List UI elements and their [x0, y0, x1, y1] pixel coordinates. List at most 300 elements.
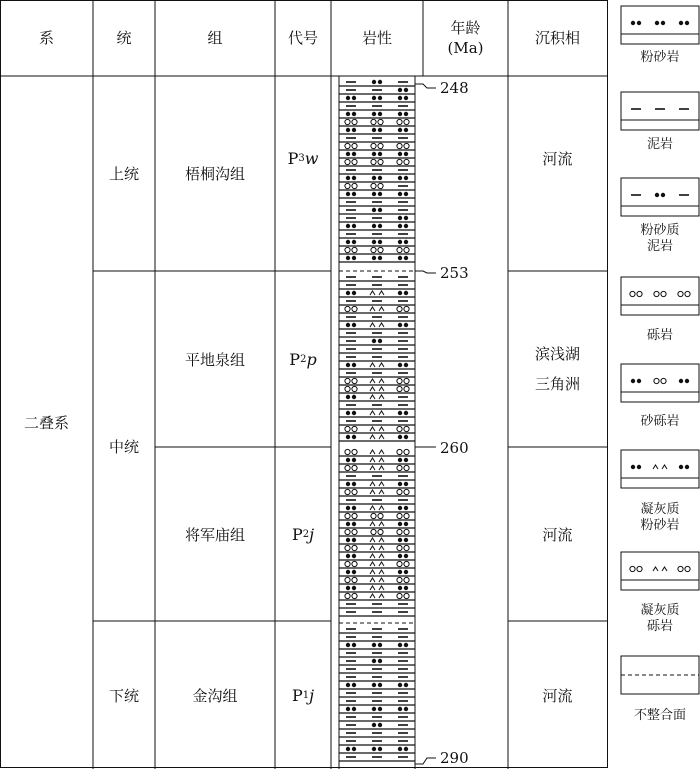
lithology-layer: [339, 677, 415, 681]
sand-dot-mark: [398, 128, 402, 132]
lithology-layer: [339, 405, 415, 409]
sand-dot-mark: [352, 363, 356, 367]
tuff-caret-mark: [653, 567, 667, 571]
series-middle: 中统: [108, 437, 139, 456]
tuff-caret-mark: [370, 482, 384, 486]
tuff-caret-mark: [370, 379, 384, 383]
sand-dot-mark: [679, 21, 683, 25]
sand-dot-mark: [372, 192, 376, 196]
lithology-layer: [339, 554, 415, 560]
sand-dot-mark: [398, 96, 402, 100]
lithology-layer: [339, 482, 415, 488]
sand-dot-mark: [398, 291, 402, 295]
sand-dot-mark: [378, 659, 382, 663]
sand-dot-mark: [346, 363, 350, 367]
sand-dot-mark: [346, 323, 350, 327]
legend-symbol-unconformity: [621, 656, 699, 694]
tuff-caret-mark: [370, 554, 384, 558]
sand-dot-mark: [378, 643, 382, 647]
tuff-caret-mark: [370, 522, 384, 526]
lithology-layer: [339, 256, 415, 262]
sand-dot-mark: [404, 747, 408, 751]
sand-dot-mark: [372, 256, 376, 260]
sand-dot-mark: [661, 21, 665, 25]
sand-dot-mark: [631, 21, 635, 25]
tuff-caret-mark: [370, 578, 384, 582]
sand-dot-mark: [398, 643, 402, 647]
lithology-layer: [339, 693, 415, 697]
gravel-ring-mark: [654, 291, 659, 296]
sand-dot-mark: [352, 323, 356, 327]
gravel-ring-mark: [345, 449, 350, 454]
gravel-ring-mark: [352, 119, 357, 124]
gravel-ring-mark: [352, 159, 357, 164]
sand-dot-mark: [352, 411, 356, 415]
sand-dot-mark: [679, 379, 683, 383]
lithology-layer: [339, 500, 415, 504]
sand-dot-mark: [404, 482, 408, 486]
gravel-ring-mark: [352, 465, 357, 470]
sand-dot-mark: [378, 224, 382, 228]
lithology-layer: [339, 240, 415, 246]
sand-dot-mark: [404, 554, 408, 558]
lithology-layer: [339, 234, 415, 238]
sand-dot-mark: [404, 112, 408, 116]
sand-dot-mark: [398, 112, 402, 116]
lithology-layer: [339, 88, 415, 94]
gravel-ring-mark: [397, 545, 402, 550]
gravel-ring-mark: [630, 566, 635, 571]
sand-dot-mark: [378, 683, 382, 687]
age-label-290: 290: [440, 749, 469, 767]
lithology-layer: [339, 183, 415, 190]
code-p3w: [275, 76, 331, 241]
sand-dot-mark: [398, 152, 402, 156]
gravel-ring-mark: [630, 291, 635, 296]
sand-dot-mark: [352, 458, 356, 462]
sand-dot-mark: [346, 586, 350, 590]
code-sub: 3: [298, 153, 305, 164]
gravel-ring-mark: [654, 378, 659, 383]
sand-dot-mark: [685, 21, 689, 25]
system-name: 二叠系: [23, 414, 69, 432]
sand-dot-mark: [685, 465, 689, 469]
sand-dot-mark: [346, 482, 350, 486]
gravel-ring-mark: [371, 143, 376, 148]
sand-dot-mark: [398, 411, 402, 415]
sand-dot-mark: [346, 506, 350, 510]
sand-dot-mark: [372, 112, 376, 116]
gravel-ring-mark: [371, 183, 376, 188]
sand-dot-mark: [631, 465, 635, 469]
sand-dot-mark: [378, 256, 382, 260]
sand-dot-mark: [404, 411, 408, 415]
lithology-layer: [339, 349, 415, 353]
lithology-layer: [339, 421, 415, 425]
lithology-layer: [339, 378, 415, 385]
sand-dot-mark: [398, 323, 402, 327]
gravel-ring-mark: [661, 291, 666, 296]
lithology-layer: [339, 317, 415, 321]
facies-lake-line2: 三角洲: [534, 374, 580, 393]
sand-dot-mark: [404, 683, 408, 687]
lithology-layer: [339, 291, 415, 297]
tuff-caret-mark: [370, 323, 384, 327]
gravel-ring-mark: [345, 386, 350, 391]
sand-dot-mark: [372, 80, 376, 84]
sand-dot-mark: [346, 707, 350, 711]
lithology-layer: [339, 612, 415, 616]
sand-dot-mark: [637, 21, 641, 25]
lithology-layer: [339, 208, 415, 214]
gravel-ring-mark: [345, 378, 350, 383]
sand-dot-mark: [352, 683, 356, 687]
sand-dot-mark: [404, 707, 408, 711]
lithology-layer: [339, 128, 415, 134]
lithology-layer: [339, 333, 415, 337]
lithology-layer: [339, 306, 415, 313]
sand-dot-mark: [352, 435, 356, 439]
gravel-ring-mark: [397, 449, 402, 454]
sand-dot-mark: [346, 291, 350, 295]
formation-pingdiquan: 平地泉组: [184, 350, 245, 369]
sand-dot-mark: [404, 128, 408, 132]
legend-box: [621, 178, 699, 216]
code-letter: p: [306, 349, 317, 369]
lithology-layer: [339, 192, 415, 198]
lithology-layer: [339, 106, 415, 110]
gravel-ring-mark: [397, 247, 402, 252]
tuff-caret-mark: [370, 546, 384, 550]
gravel-ring-mark: [397, 529, 402, 534]
lithology-layer: [339, 529, 415, 536]
lithology-layer: [339, 339, 415, 345]
lithology-layer: [339, 143, 415, 150]
gravel-ring-mark: [404, 386, 409, 391]
header-age-label: 年龄: [450, 19, 481, 37]
sand-dot-mark: [404, 643, 408, 647]
formation-jiangjunmiao: 将军庙组: [184, 525, 245, 544]
gravel-ring-mark: [685, 566, 690, 571]
gravel-ring-mark: [397, 489, 402, 494]
gravel-ring-mark: [345, 593, 350, 598]
lithology-layer: [339, 741, 415, 745]
tuff-caret-mark: [370, 427, 384, 431]
lithology-layer: [339, 426, 415, 433]
gravel-ring-mark: [661, 378, 666, 383]
sand-dot-mark: [346, 96, 350, 100]
gravel-ring-mark: [345, 426, 350, 431]
sand-dot-mark: [404, 192, 408, 196]
lithology-layer: [339, 216, 415, 222]
sand-dot-mark: [378, 112, 382, 116]
gravel-ring-mark: [345, 143, 350, 148]
gravel-ring-mark: [397, 577, 402, 582]
lithology-layer: [339, 159, 415, 166]
sand-dot-mark: [404, 256, 408, 260]
lithology-layer: [339, 637, 415, 641]
gravel-ring-mark: [352, 513, 357, 518]
lithology-layer: [339, 112, 415, 118]
legend-box: [621, 92, 699, 130]
sand-dot-mark: [398, 570, 402, 574]
gravel-ring-mark: [345, 247, 350, 252]
sand-dot-mark: [352, 707, 356, 711]
lithology-layer: [339, 683, 415, 689]
tuff-caret-mark: [370, 411, 384, 415]
lithology-layer: [339, 363, 415, 369]
sand-dot-mark: [346, 683, 350, 687]
gravel-ring-mark: [678, 566, 683, 571]
gravel-ring-mark: [397, 119, 402, 124]
gravel-ring-mark: [678, 291, 683, 296]
sand-dot-mark: [404, 363, 408, 367]
gravel-ring-mark: [397, 143, 402, 148]
lithology-layer: [339, 386, 415, 393]
sand-dot-mark: [398, 538, 402, 542]
gravel-ring-mark: [371, 159, 376, 164]
sand-dot-mark: [404, 323, 408, 327]
gravel-ring-mark: [404, 545, 409, 550]
lithology-layer: [339, 659, 415, 665]
lithology-layer: [339, 323, 415, 329]
gravel-ring-mark: [345, 183, 350, 188]
lithology-layer: [339, 629, 415, 633]
tuff-caret-mark: [370, 363, 384, 367]
gravel-ring-mark: [371, 247, 376, 252]
lithology-layer: [339, 285, 415, 289]
tuff-caret-mark: [370, 450, 384, 454]
legend-box: [621, 277, 699, 315]
gravel-ring-mark: [397, 378, 402, 383]
sand-dot-mark: [404, 240, 408, 244]
sand-dot-mark: [372, 643, 376, 647]
gravel-ring-mark: [404, 593, 409, 598]
age-label-248: 248: [440, 79, 469, 97]
code-base: P: [287, 149, 299, 168]
gravel-ring-mark: [352, 449, 357, 454]
lithology-layer: [339, 522, 415, 528]
lithology-layer: [339, 411, 415, 417]
legend-symbol-tuffaceous-conglomerate: [621, 552, 699, 590]
sand-dot-mark: [404, 435, 408, 439]
header-facies: 沉积相: [534, 29, 580, 47]
header-system: 系: [38, 29, 54, 47]
code-sub: 1: [302, 689, 310, 701]
legend-label-conglomerate: 砾岩: [646, 328, 673, 343]
sand-dot-mark: [637, 465, 641, 469]
tuff-caret-mark: [370, 387, 384, 391]
sand-dot-mark: [372, 707, 376, 711]
lithology-layer: [339, 653, 415, 657]
sand-dot-mark: [346, 435, 350, 439]
sand-dot-mark: [404, 538, 408, 542]
sand-dot-mark: [346, 240, 350, 244]
gravel-ring-mark: [397, 426, 402, 431]
gravel-ring-mark: [637, 291, 642, 296]
lithology-layer: [339, 757, 415, 761]
gravel-ring-mark: [397, 306, 402, 311]
gravel-ring-mark: [404, 561, 409, 566]
sand-dot-mark: [372, 208, 376, 212]
lithology-layer: [339, 224, 415, 230]
legend-symbol-tuffaceous-siltstone: [621, 450, 699, 488]
sand-dot-mark: [404, 216, 408, 220]
lithology-layer: [339, 538, 415, 544]
legend-symbol-mudstone: [621, 92, 699, 130]
gravel-ring-mark: [352, 489, 357, 494]
sand-dot-mark: [372, 339, 376, 343]
sand-dot-mark: [372, 96, 376, 100]
sand-dot-mark: [378, 240, 382, 244]
sand-dot-mark: [398, 747, 402, 751]
sand-dot-mark: [346, 256, 350, 260]
lithology-layer: [339, 357, 415, 361]
header-age: [423, 0, 508, 76]
gravel-ring-mark: [345, 159, 350, 164]
sand-dot-mark: [346, 176, 350, 180]
code-sub: 2: [300, 353, 307, 365]
series-lower: 下统: [108, 686, 139, 705]
code-letter: w: [304, 149, 319, 168]
lithology-layer: [339, 202, 415, 206]
gravel-ring-mark: [345, 545, 350, 550]
lithology-layer: [339, 669, 415, 673]
formation-jingou: 金沟组: [192, 686, 238, 705]
code-letter: j: [309, 524, 315, 544]
sand-dot-mark: [346, 395, 350, 399]
gravel-ring-mark: [371, 119, 376, 124]
sand-dot-mark: [398, 240, 402, 244]
sand-dot-mark: [404, 586, 408, 590]
sand-dot-mark: [398, 522, 402, 526]
sand-dot-mark: [372, 747, 376, 751]
gravel-ring-mark: [378, 529, 383, 534]
legend-symbol-sandy-conglomerate: [621, 364, 699, 402]
sand-dot-mark: [352, 554, 356, 558]
sand-dot-mark: [398, 707, 402, 711]
sand-dot-mark: [398, 554, 402, 558]
gravel-ring-mark: [371, 529, 376, 534]
sand-dot-mark: [404, 506, 408, 510]
lithology-layer: [339, 570, 415, 576]
sand-dot-mark: [378, 192, 382, 196]
gravel-ring-mark: [345, 561, 350, 566]
tuff-caret-mark: [370, 562, 384, 566]
sand-dot-mark: [378, 152, 382, 156]
sand-dot-mark: [398, 216, 402, 220]
gravel-ring-mark: [345, 489, 350, 494]
gravel-ring-mark: [397, 465, 402, 470]
lithology-layer: [339, 277, 415, 281]
gravel-ring-mark: [404, 529, 409, 534]
lithology-layer: [339, 577, 415, 584]
lithology-layer: [339, 593, 415, 600]
sand-dot-mark: [378, 176, 382, 180]
lithology-layer: [339, 170, 415, 174]
legend-label-mudstone: 泥岩: [646, 137, 673, 152]
sand-dot-mark: [346, 538, 350, 542]
sand-dot-mark: [378, 339, 382, 343]
sand-dot-mark: [372, 723, 376, 727]
gravel-ring-mark: [404, 247, 409, 252]
legend-label-unconformity: 不整合面: [633, 708, 686, 723]
age-tick-290: [415, 758, 436, 764]
sand-dot-mark: [398, 458, 402, 462]
facies-lake-line1: 滨浅湖: [534, 344, 580, 363]
lithology-column: [339, 80, 415, 761]
lithology-layer: [339, 465, 415, 472]
gravel-ring-mark: [685, 291, 690, 296]
sand-dot-mark: [346, 747, 350, 751]
sand-dot-mark: [372, 128, 376, 132]
facies-river-lower: 河流: [542, 686, 573, 705]
sand-dot-mark: [346, 224, 350, 228]
sand-dot-mark: [352, 586, 356, 590]
series-upper: 上统: [108, 165, 139, 183]
header-formation: 组: [207, 29, 223, 47]
sand-dot-mark: [398, 506, 402, 510]
gravel-ring-mark: [352, 545, 357, 550]
sand-dot-mark: [404, 291, 408, 295]
lithology-layer: [339, 458, 415, 464]
header-age-unit: (Ma): [447, 39, 484, 57]
sand-dot-mark: [372, 683, 376, 687]
sand-dot-mark: [352, 112, 356, 116]
tuff-caret-mark: [370, 466, 384, 470]
gravel-ring-mark: [397, 561, 402, 566]
lithology-layer: [339, 604, 415, 608]
facies-river-upper: 河流: [542, 150, 573, 168]
gravel-ring-mark: [352, 561, 357, 566]
gravel-ring-mark: [404, 489, 409, 494]
gravel-ring-mark: [345, 529, 350, 534]
sand-dot-mark: [346, 192, 350, 196]
gravel-ring-mark: [352, 529, 357, 534]
sand-dot-mark: [404, 96, 408, 100]
sand-dot-mark: [378, 128, 382, 132]
sand-dot-mark: [352, 152, 356, 156]
header-code: 代号: [287, 29, 318, 47]
lithology-layer: [339, 247, 415, 254]
tuff-caret-mark: [370, 594, 384, 598]
sand-dot-mark: [378, 208, 382, 212]
sand-dot-mark: [679, 465, 683, 469]
sand-dot-mark: [352, 643, 356, 647]
tuff-caret-mark: [653, 465, 667, 469]
sand-dot-mark: [372, 659, 376, 663]
lithology-layer: [339, 119, 415, 126]
tuff-caret-mark: [370, 307, 384, 311]
sand-dot-mark: [398, 256, 402, 260]
tuff-caret-mark: [370, 490, 384, 494]
lithology-layer: [339, 513, 415, 520]
gravel-ring-mark: [352, 183, 357, 188]
sand-dot-mark: [398, 683, 402, 687]
gravel-ring-mark: [352, 386, 357, 391]
tuff-caret-mark: [370, 570, 384, 574]
lithology-layer: [339, 435, 415, 441]
lithology-layer: [339, 476, 415, 480]
lithology-layer: [339, 80, 415, 86]
gravel-ring-mark: [404, 143, 409, 148]
lithology-layer: [339, 138, 415, 142]
sand-dot-mark: [378, 96, 382, 100]
gravel-ring-mark: [345, 513, 350, 518]
gravel-ring-mark: [371, 513, 376, 518]
lithology-layer: [339, 561, 415, 568]
gravel-ring-mark: [352, 593, 357, 598]
